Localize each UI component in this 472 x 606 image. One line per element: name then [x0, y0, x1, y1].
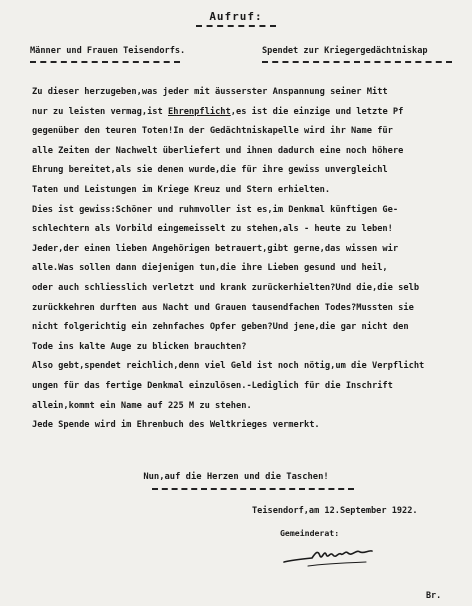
title-underline — [196, 25, 276, 27]
body-line-emphasis: Ehrenpflicht — [168, 106, 231, 117]
body-line — [32, 357, 462, 377]
body-line-text: gegenüber den teuren Toten!In der Gedächtniskapelle wird ihr Name für — [32, 126, 393, 137]
body-line — [32, 338, 462, 358]
signature — [282, 542, 374, 568]
header-right-underline — [262, 61, 452, 63]
body-line-text: allein,kommt ein Name auf 225 M zu stehen. — [32, 400, 252, 411]
body-line-text: ungen für das fertige Denkmal einzulösen.-Lediglich für die Inschrift — [32, 380, 393, 391]
body-line — [32, 181, 462, 201]
body-line — [32, 259, 462, 279]
body-line-text: oder auch schliesslich verletzt und krank zurückerhielten?Und die,die selb — [32, 282, 420, 293]
body-line — [32, 397, 462, 417]
header-right: Spendet zur Kriegergedächtniskap — [262, 46, 428, 56]
body-line — [32, 279, 462, 299]
body-line-text: alle.Was sollen dann diejenigen tun,die ihre Lieben gesund und heil, — [32, 263, 388, 274]
body-line — [32, 103, 462, 123]
closing-underline — [152, 488, 354, 490]
body-line — [32, 83, 462, 103]
header-left: Männer und Frauen Teisendorfs. — [30, 46, 186, 56]
body-line-text: Dies ist gewiss:Schöner und ruhmvoller ist es,im Denkmal künftigen Ge- — [32, 204, 399, 215]
body-line — [32, 161, 462, 181]
body-line-text: Zu dieser herzugeben,was jeder mit äusserster Anspannung seiner Mitt — [32, 87, 388, 97]
closing-line: Nun,auf die Herzen und die Taschen! — [143, 472, 329, 482]
body-line — [32, 220, 462, 240]
body-line-text: Also gebt,spendet reichlich,denn viel Geld ist noch nötig,um die Verpflicht — [32, 361, 425, 372]
body-line-text: Jede Spende wird im Ehrenbuch des Weltkrieges vermerkt. — [32, 420, 320, 431]
body-line-text: alle Zeiten der Nachwelt überliefert und ihnen dadurch eine noch höhere — [32, 145, 404, 156]
document-title: Aufruf: — [209, 10, 263, 23]
body-line-text: nur zu leisten vermag,ist — [32, 106, 168, 117]
body-line-text: schlechtern als Vorbild eingemeisselt zu stehen,als - heute zu leben! — [32, 224, 393, 235]
body-line-text: Ehrung bereitet,als sie denen wurde,die für ihre gewiss unvergleichl — [32, 165, 388, 176]
body-line-text: Tode ins kalte Auge zu blicken brauchten? — [32, 341, 247, 352]
body-line — [32, 318, 462, 338]
body-line-text: zurückkehren durften aus Nacht und Grauen tausendfachen Todes?Mussten sie — [32, 302, 414, 313]
body-line — [32, 122, 462, 142]
body-line — [32, 240, 462, 260]
body-line — [32, 201, 462, 221]
body-line-text: ,es ist die einzige und letzte Pf — [230, 106, 404, 117]
body-line-text: Taten und Leistungen im Kriege Kreuz und Stern erhielten. — [32, 184, 331, 195]
footer-mark: Br. — [426, 590, 442, 600]
place-date: Teisendorf,am 12.September 1922. — [252, 506, 418, 516]
body-text — [32, 83, 462, 436]
body-line — [32, 142, 462, 162]
body-line — [32, 416, 462, 436]
council-label: Gemeinderat: — [280, 528, 340, 538]
body-line-text: Jeder,der einen lieben Angehörigen betrauert,gibt gerne,das wissen wir — [32, 243, 399, 254]
header-left-underline — [30, 61, 180, 63]
body-line — [32, 377, 462, 397]
body-line-text: nicht folgerichtig ein zehnfaches Opfer geben?Und jene,die gar nicht den — [32, 322, 409, 333]
body-line — [32, 299, 462, 319]
